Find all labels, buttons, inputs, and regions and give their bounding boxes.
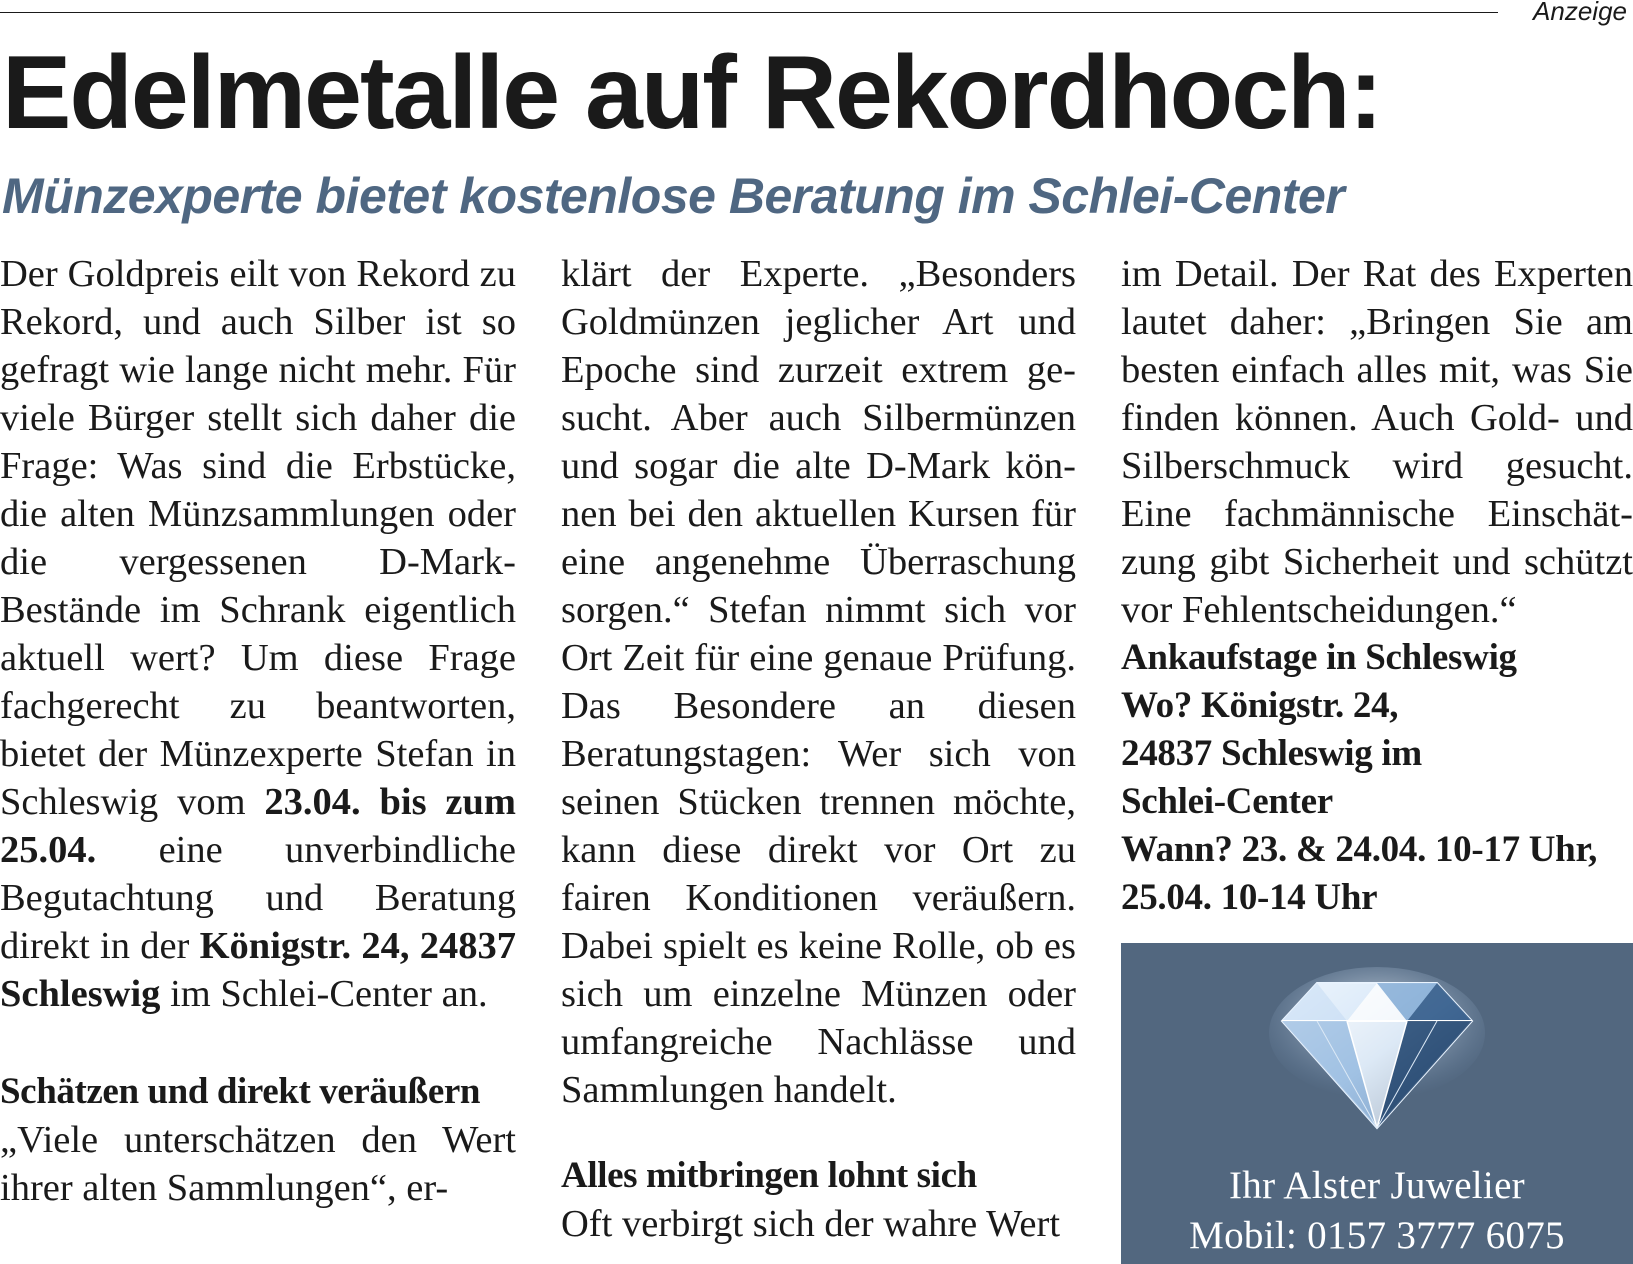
- ad-label: Anzeige: [1533, 0, 1627, 26]
- column1-paragraph-1: [0, 250, 516, 1018]
- promo-business-name: Ihr Alster Juwelier: [1229, 1164, 1525, 1207]
- column2-paragraph-2: Oft verbirgt sich der wahre Wert: [561, 1203, 1061, 1245]
- info-location: Schlei-Center: [1121, 781, 1333, 822]
- article-column-1: [0, 250, 516, 1212]
- section-heading-schaetzen: Schätzen und direkt veräußern: [0, 1071, 481, 1112]
- text-run: im Schlei-Center an.: [160, 973, 488, 1015]
- article-column-2: [561, 250, 1076, 1248]
- top-rule: [0, 12, 1498, 13]
- event-info: [1121, 634, 1633, 922]
- column3-paragraph-1: im Detail. Der Rat des Experten lautet daher: „Bringen Sie am besten einfach alles mit, was Sie finden können. Auch Gold- und Silberschmuck wird gesucht. Eine fachmännische Einschätzung gibt Sicherheit und schützt vor Fehlentscheidungen.“: [1121, 253, 1633, 631]
- article-column-3: [1121, 250, 1633, 922]
- column1-paragraph-2: „Viele unterschätzen den Wert ihrer alten Sammlungen“, er-: [0, 1119, 516, 1209]
- diamond-icon: [1267, 963, 1487, 1133]
- section-heading-mitbringen: Alles mitbringen lohnt sich: [561, 1155, 977, 1196]
- info-location: 24837 Schleswig im: [1121, 733, 1422, 774]
- address: Königstr. 24, 24837 Schleswig: [0, 925, 516, 1015]
- date-range: 23.04. bis zum 25.04.: [0, 781, 516, 871]
- headline: Edelmetalle auf Rekordhoch:: [2, 35, 1382, 151]
- info-title: Ankaufstage in Schleswig: [1121, 637, 1517, 678]
- info-dates: Wann? 23. & 24.04. 10-17 Uhr,: [1121, 829, 1598, 870]
- column2-paragraph-1: klärt der Experte. „Besonders Goldmünzen jeglicher Art und Epoche sind zurzeit extrem gesucht. Aber auch Silbermünzen und sogar die alte D-Mark können bei den aktuellen Kursen für eine angenehme Überraschung sorgen.“ Stefan nimmt sich vor Ort Zeit für eine genaue Prüfung. Das Besondere an diesen Beratungstagen: Wer sich von seinen Stücken trennen möchte, kann diese direkt vor Ort zu fairen Konditionen veräußern. Dabei spielt es keine Rolle, ob es sich um einzelne Münzen oder umfangreiche Nachlässe und Sammlungen handelt.: [561, 253, 1076, 1111]
- info-location: Wo? Königstr. 24,: [1121, 685, 1399, 726]
- info-dates: 25.04. 10-14 Uhr: [1121, 877, 1378, 918]
- promo-phone: Mobil: 0157 3777 6075: [1189, 1214, 1565, 1257]
- subheadline: Münzexperte bietet kostenlose Beratung im Schlei-Center: [2, 168, 1345, 224]
- text-run: Der Goldpreis eilt von Rekord zu Rekord, und auch Silber ist so gefragt wie lange nicht mehr. Für viele Bürger stellt sich daher die Frage: Was sind die Erbstücke, die alten Münzsammlungen oder die vergessenen D-Mark-Bestände im Schrank eigentlich aktuell wert? Um diese Frage fachgerecht zu beantworten, bietet der Münzexperte Stefan in Schleswig vom: [0, 253, 516, 823]
- text-run: eine unverbindliche Begutachtung und Beratung direkt in der: [0, 829, 516, 967]
